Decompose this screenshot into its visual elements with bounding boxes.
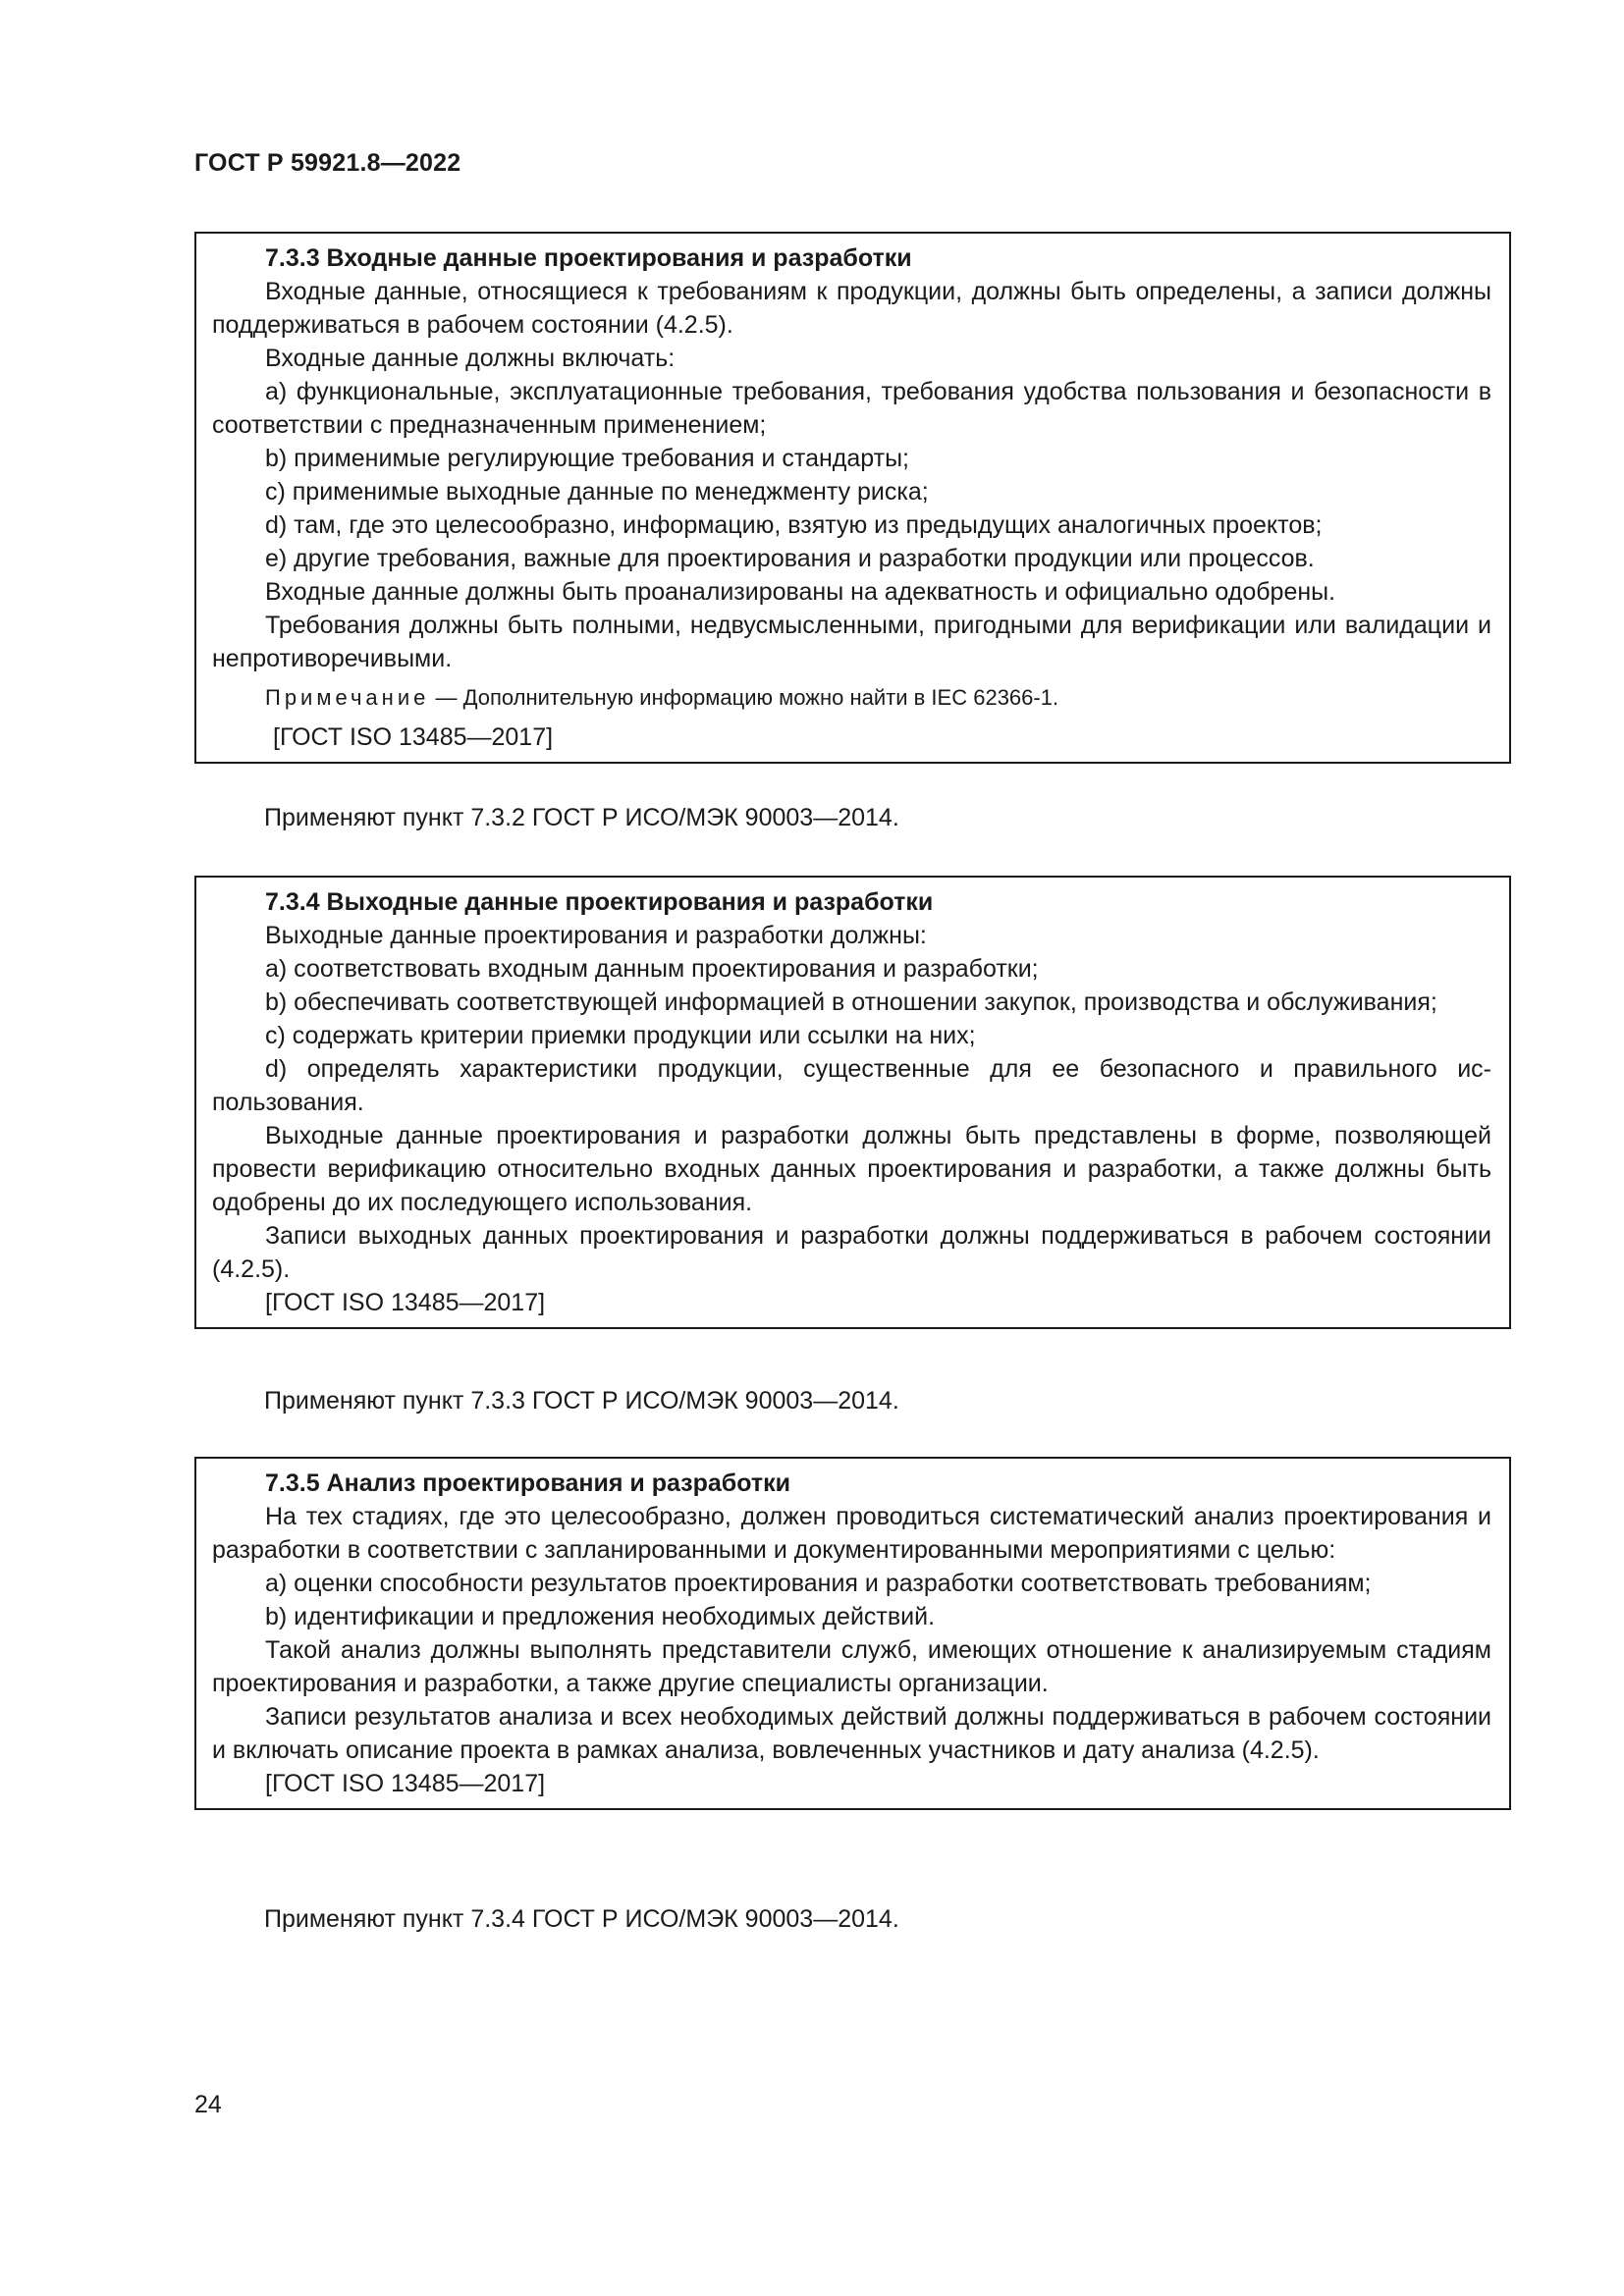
section-title: 7.3.5 Анализ проектирования и разработки [265, 1469, 790, 1497]
paragraph: Такой анализ должны выполнять представители служб, имеющих отношение к анализируемым стадиям проектирования и разработки, а также другие специалисты организации. [212, 1636, 1491, 1697]
paragraph: Записи результатов анализа и всех необходимых действий должны поддерживаться в рабочем состоянии и включать описание проекта в рамках анализа, вовлеченных участников и дату анализа (4.2.5). [212, 1703, 1491, 1764]
list-item: c) применимые выходные данные по менеджменту риска; [265, 478, 929, 506]
paragraph: Входные данные должны быть проанализированы на адекватность и официально одобрены. [265, 578, 1336, 606]
section-box-7-3-3 [194, 232, 1511, 764]
list-item: а) оценки способности результатов проектирования и разработки соответствовать требованиям; [265, 1570, 1372, 1597]
section-title: 7.3.3 Входные данные проектирования и разработки [265, 244, 912, 272]
list-item: d) определять характеристики продукции, существенные для ее безопасного и правильного использования. [212, 1055, 1491, 1116]
paragraph: Входные данные, относящиеся к требованиям к продукции, должны быть определены, а записи должны поддерживаться в рабочем состоянии (4.2.5). [212, 278, 1491, 339]
section-title: 7.3.4 Выходные данные проектирования и разработки [265, 888, 934, 916]
paragraph: Выходные данные проектирования и разработки должны: [265, 922, 927, 949]
page-number: 24 [194, 2091, 222, 2118]
apply-line: Применяют пункт 7.3.4 ГОСТ Р ИСО/МЭК 90003—2014. [264, 1905, 899, 1933]
section-box-7-3-5 [194, 1457, 1511, 1810]
paragraph: Записи выходных данных проектирования и разработки должны поддерживаться в рабочем состоянии (4.2.5). [212, 1222, 1491, 1283]
reference: [ГОСТ ISO 13485—2017] [265, 1770, 546, 1797]
note-text: — Дополнительную информацию можно найти в IEC 62366-1. [429, 685, 1059, 710]
list-item: d) там, где это целесообразно, информацию, взятую из предыдущих аналогичных проектов; [265, 511, 1323, 539]
document-header: ГОСТ Р 59921.8—2022 [194, 149, 461, 177]
note [212, 683, 1491, 713]
list-item: e) другие требования, важные для проектирования и разработки продукции или процессов. [265, 545, 1315, 572]
reference: [ГОСТ ISO 13485—2017] [265, 1289, 546, 1316]
paragraph: На тех стадиях, где это целесообразно, должен проводиться систематический анализ проектирования и разработки в соответствии с запланированными и документированными мероприятиями с целью: [212, 1503, 1491, 1564]
paragraph: Выходные данные проектирования и разработки должны быть представлены в форме, позволяющей провести верификацию относительно входных данных проектирования и разработки, а также должны быть одобрены до их последующего использования. [212, 1122, 1491, 1216]
list-item: c) содержать критерии приемки продукции или ссылки на них; [265, 1022, 976, 1049]
list-item: b) идентификации и предложения необходимых действий. [265, 1603, 936, 1630]
paragraph: Требования должны быть полными, недвусмысленными, пригодными для верификации или валидации и непротиворечивыми. [212, 612, 1491, 672]
reference: [ГОСТ ISO 13485—2017] [273, 723, 554, 751]
list-item: а) соответствовать входным данным проектирования и разработки; [265, 955, 1039, 983]
note-label: Примечание [265, 685, 430, 710]
apply-line: Применяют пункт 7.3.3 ГОСТ Р ИСО/МЭК 90003—2014. [264, 1387, 899, 1415]
list-item: b) обеспечивать соответствующей информацией в отношении закупок, производства и обслуживания; [265, 988, 1437, 1016]
list-item: b) применимые регулирующие требования и стандарты; [265, 445, 909, 472]
section-box-7-3-4 [194, 876, 1511, 1329]
paragraph: Входные данные должны включать: [265, 345, 676, 372]
list-item: а) функциональные, эксплуатационные требования, требования удобства пользования и безопасности в соответствии с предназначенным применением; [212, 378, 1491, 439]
apply-line: Применяют пункт 7.3.2 ГОСТ Р ИСО/МЭК 90003—2014. [264, 804, 899, 831]
